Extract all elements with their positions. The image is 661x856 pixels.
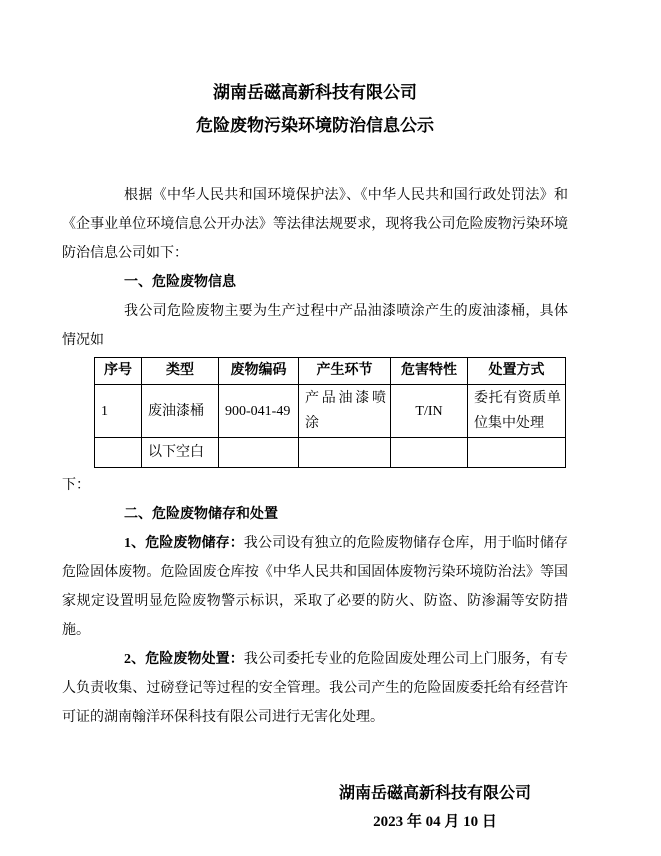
document-subtitle: 危险废物污染环境防治信息公示 xyxy=(196,116,434,135)
cell-index xyxy=(95,438,142,468)
disposal-paragraph-text: 我公司委托专业的危险固废处理公司上门服务，有专人负责收集、过磅登记等过程的安全管理。我公司产生的危险固废委托给有经营许可证的湖南翰洋环保科技有限公司进行无害化处理。 xyxy=(62,652,569,725)
signature-company: 湖南岳磁高新科技有限公司 xyxy=(338,785,531,802)
header-cell-type: 类型 xyxy=(142,358,219,385)
cell-production-stage: 产品油漆喷涂 xyxy=(299,385,391,438)
signature-block xyxy=(310,779,560,837)
section1-heading: 一、危险废物信息 xyxy=(124,275,236,290)
cell-hazard-trait: T/IN xyxy=(391,385,468,438)
document-title: 湖南岳磁高新科技有限公司 xyxy=(213,83,417,102)
hazardous-waste-table xyxy=(94,357,566,468)
cell-type: 以下空白 xyxy=(142,438,219,468)
table-row xyxy=(95,438,566,468)
table-header-row xyxy=(95,358,566,385)
cell-index: 1 xyxy=(95,385,142,438)
cell-waste-code: 900-041-49 xyxy=(219,385,299,438)
cell-disposal-method: 委托有资质单位集中处理 xyxy=(468,385,566,438)
cell-disposal-method xyxy=(468,438,566,468)
header-cell-hazard-trait: 危害特性 xyxy=(391,358,468,385)
header-cell-disposal-method: 处置方式 xyxy=(468,358,566,385)
cell-waste-code xyxy=(219,438,299,468)
cell-hazard-trait xyxy=(391,438,468,468)
header-cell-production-stage: 产生环节 xyxy=(299,358,391,385)
section1-lead: 我公司危险废物主要为生产过程中产品油漆喷涂产生的废油漆桶，具体情况如 xyxy=(62,304,568,348)
signature-date: 2023 年 04 月 10 日 xyxy=(373,814,497,830)
disposal-paragraph xyxy=(62,645,568,732)
intro-paragraph: 根据《中华人民共和国环境保护法》、《中华人民共和国行政处罚法》和《企事业单位环境信息公开办法》等法律法规要求，现将我公司危险废物污染环境防治信息公司如下： xyxy=(62,188,568,261)
header-cell-waste-code: 废物编码 xyxy=(219,358,299,385)
storage-paragraph-label: 1、危险废物储存： xyxy=(124,536,244,551)
table-row xyxy=(95,385,566,438)
header-cell-index: 序号 xyxy=(95,358,142,385)
storage-paragraph xyxy=(62,529,568,645)
cell-type: 废油漆桶 xyxy=(142,385,219,438)
cell-production-stage xyxy=(299,438,391,468)
section1-lead-continuation: 下： xyxy=(62,478,90,493)
section2-heading: 二、危险废物储存和处置 xyxy=(124,507,278,522)
disposal-paragraph-label: 2、危险废物处置： xyxy=(124,652,244,667)
storage-paragraph-text: 我公司设有独立的危险废物储存仓库，用于临时储存危险固体废物。危险固废仓库按《中华人民共和国固体废物污染环境防治法》等国家规定设置明显危险废物警示标识，采取了必要的防火、防盗、防渗漏等安防措施。 xyxy=(62,536,569,638)
